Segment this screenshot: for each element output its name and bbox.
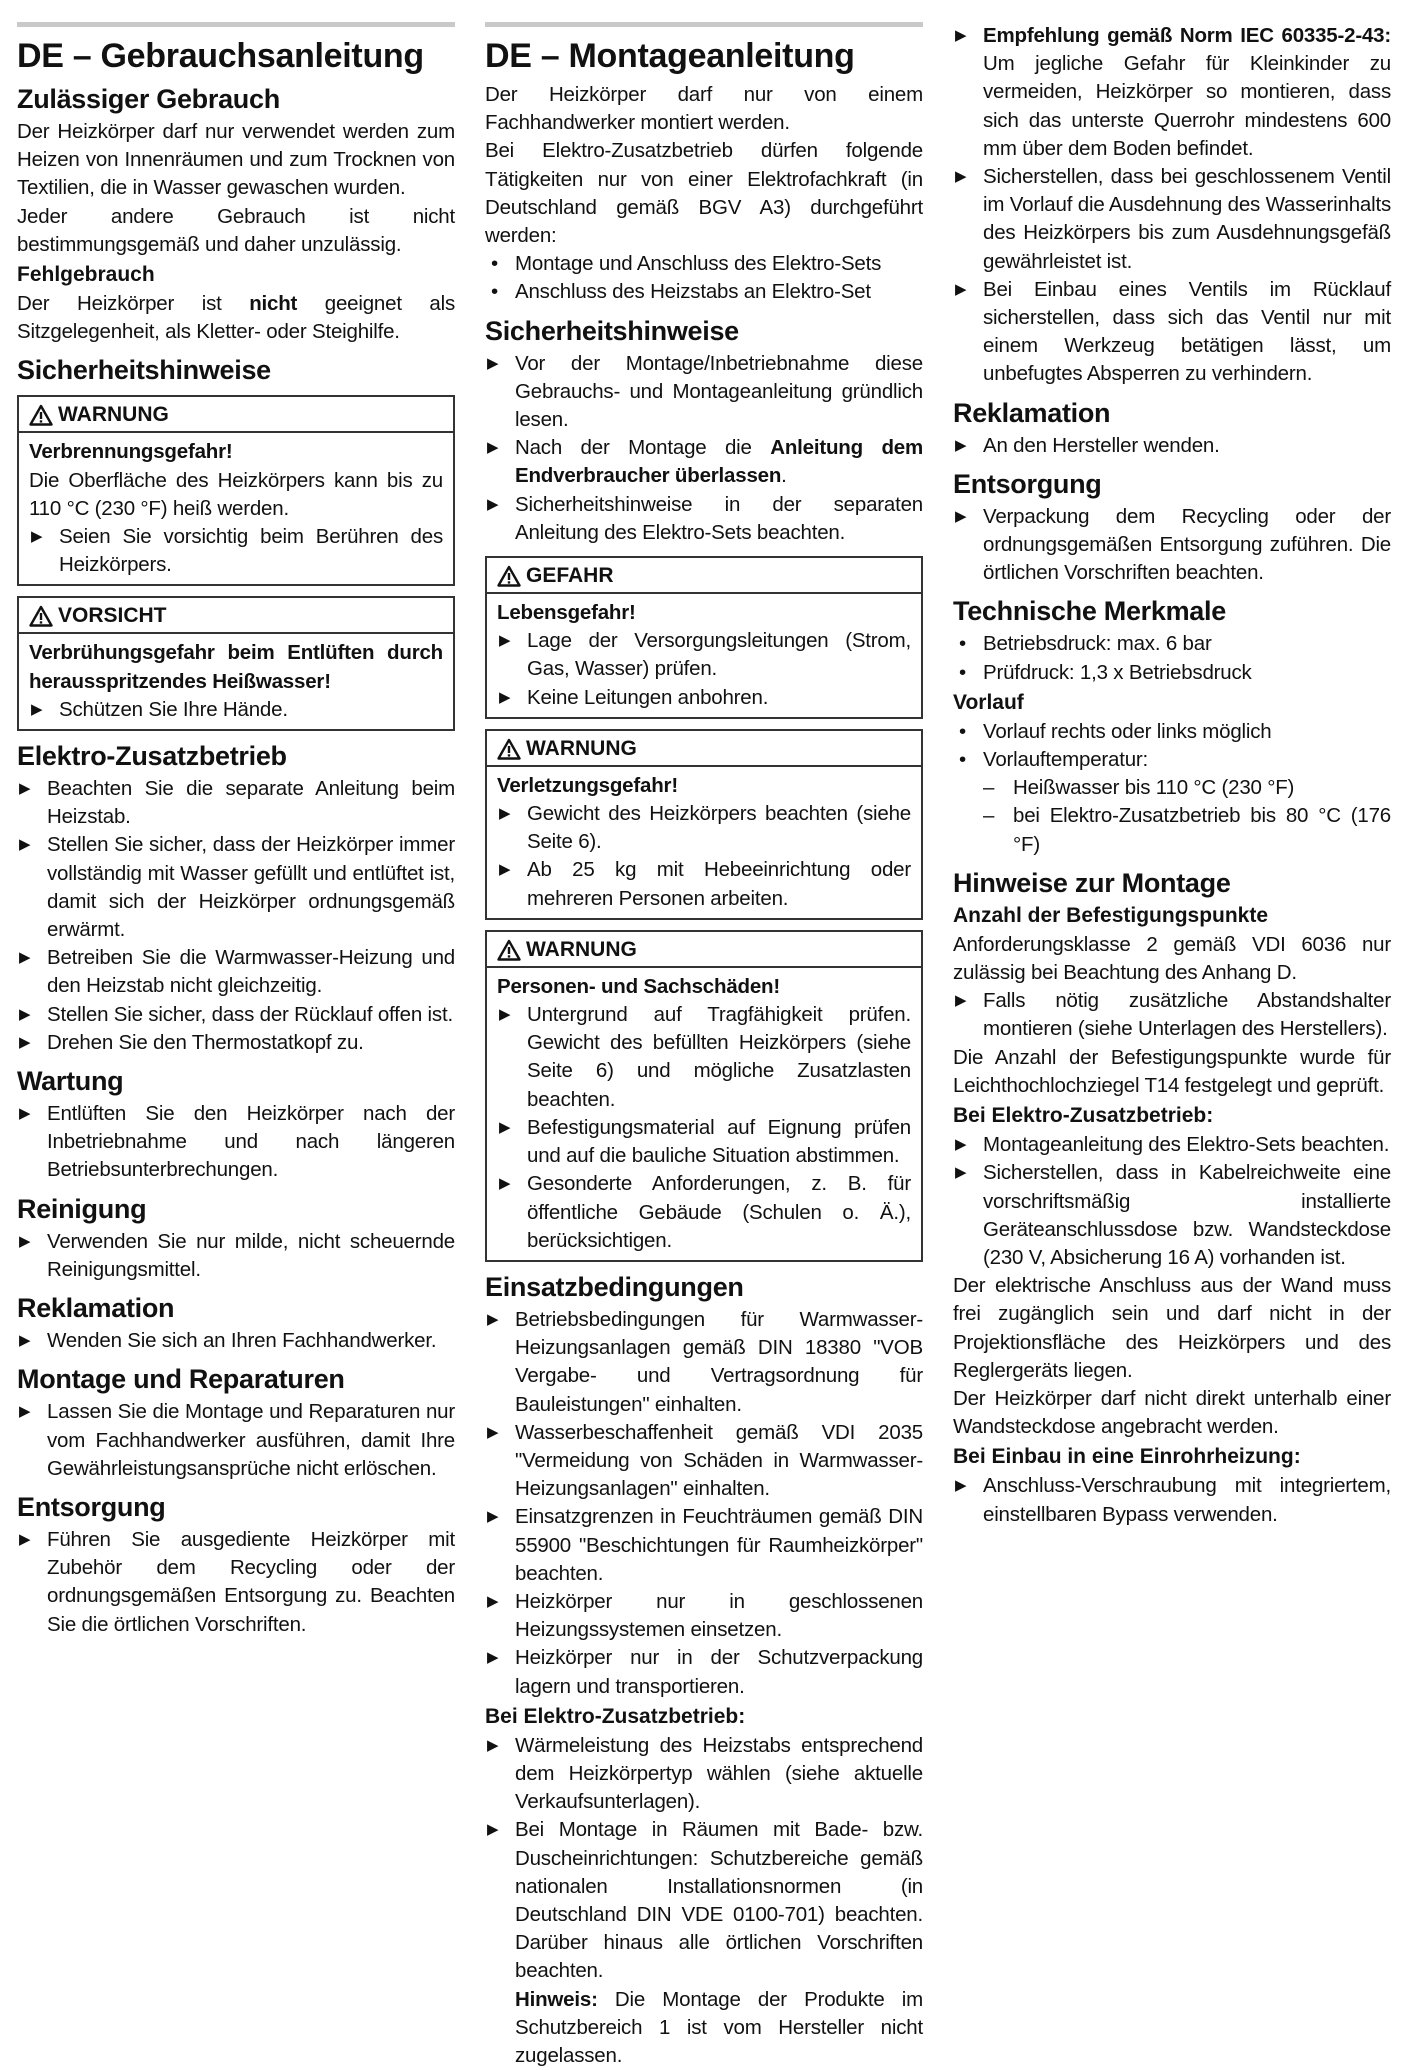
heading-safety: Sicherheitshinweise bbox=[17, 355, 271, 386]
column-usage bbox=[17, 22, 455, 1639]
heading-electric-sub: Bei Elektro-Zusatzbetrieb: bbox=[953, 1104, 1214, 1128]
list-item: ▶ Heizkörper nur in der Schutzverpackung lagern und transportieren. bbox=[485, 1644, 923, 1700]
heading-flow: Vorlauf bbox=[953, 690, 1024, 714]
list-item: ▶ Seien Sie vorsichtig beim Berühren des Heizkörpers. bbox=[29, 523, 443, 579]
list-item: ▶ Wenden Sie sich an Ihren Fachhandwerker. bbox=[17, 1327, 455, 1355]
list-item: ▶ Keine Leitungen anbohren. bbox=[497, 684, 911, 712]
list-item: ▶ Betreiben Sie die Warmwasser-Heizung und den Heizstab nicht gleichzeitig. bbox=[17, 944, 455, 1000]
heading-electric-sub: Bei Elektro-Zusatzbetrieb: bbox=[485, 1704, 746, 1728]
heading-misuse: Fehlgebrauch bbox=[17, 263, 155, 287]
list-item: ▶ Stellen Sie sicher, dass der Rücklauf offen ist. bbox=[17, 1001, 455, 1029]
warning-triangle-icon bbox=[497, 939, 521, 961]
list-item: ▶ Stellen Sie sicher, dass der Heizkörper immer vollständig mit Wasser gefüllt und entlüftet ist, damit sich der Heizkörper ordnungsgemäß erwärmt. bbox=[17, 831, 455, 944]
fixing-points-text: Die Anzahl der Befestigungspunkte wurde für Leichthochlochziegel T14 festgelegt und geprüft. bbox=[953, 1045, 1391, 1097]
danger-box-header: GEFAHR bbox=[487, 558, 921, 594]
list-item: ▶ Drehen Sie den Thermostatkopf zu. bbox=[17, 1029, 455, 1057]
heading-permitted-use: Zulässiger Gebrauch bbox=[17, 84, 280, 114]
list-item: • Prüfdruck: 1,3 x Betriebsdruck bbox=[953, 659, 1391, 687]
heading-tech: Technische Merkmale bbox=[953, 596, 1226, 627]
installation-title: DE – Montageanleitung bbox=[485, 37, 855, 75]
list-item: – bei Elektro-Zusatzbetrieb bis 80 °C (176 °F) bbox=[953, 802, 1391, 858]
column-divider bbox=[485, 22, 923, 27]
list-item: ▶ Schützen Sie Ihre Hände. bbox=[29, 696, 443, 724]
list-item: ▶ Sicherstellen, dass in Kabelreichweite eine vorschriftsmäßig installierte Geräteanschlussdose bzw. Wandsteckdose (230 V, Absicherung 16 A) vorhanden ist. bbox=[953, 1159, 1391, 1272]
list-item: ▶ Beachten Sie die separate Anleitung beim Heizstab. bbox=[17, 775, 455, 831]
permitted-use-text: Der Heizkörper darf nur verwendet werden zum Heizen von Innenräumen und zum Trocknen von Textilien, die in Wasser gewaschen wurden. bbox=[17, 120, 455, 200]
warning-box-burn bbox=[17, 395, 455, 586]
list-item: ▶ Entlüften Sie den Heizkörper nach der Inbetriebnahme und nach längeren Betriebsunterbrechungen. bbox=[17, 1100, 455, 1185]
heading-conditions: Einsatzbedingungen bbox=[485, 1271, 744, 1302]
warning-text: Die Oberfläche des Heizkörpers kann bis zu 110 °C (230 °F) heiß werden. bbox=[29, 468, 443, 520]
list-item: ▶ Anschluss-Verschraubung mit integriertem, einstellbaren Bypass verwenden. bbox=[953, 1472, 1391, 1528]
list-item: ▶ Falls nötig zusätzliche Abstandshalter montieren (siehe Unterlagen des Herstellers). bbox=[953, 987, 1391, 1043]
heading-disposal: Entsorgung bbox=[17, 1491, 166, 1522]
socket-text: Der Heizkörper darf nicht direkt unterhalb einer Wandsteckdose angebracht werden. bbox=[953, 1386, 1391, 1439]
warning-triangle-icon bbox=[29, 404, 53, 426]
heading-fixing-points: Anzahl der Befestigungspunkte bbox=[953, 903, 1269, 927]
warning-box-header: WARNUNG bbox=[487, 932, 921, 968]
warning-box-damage bbox=[485, 930, 923, 1262]
heading-complaint: Reklamation bbox=[953, 397, 1111, 428]
list-item: ▶ Empfehlung gemäß Norm IEC 60335-2-43: Um jegliche Gefahr für Kleinkinder zu vermeiden, Heizkörper so montieren, dass sich das unterste Querrohr mindestens 600 mm über dem Boden befindet. bbox=[953, 22, 1391, 163]
caution-box-header: VORSICHT bbox=[19, 598, 453, 634]
list-item: ▶ Verwenden Sie nur milde, nicht scheuernde Reinigungsmittel. bbox=[17, 1228, 455, 1284]
list-item: ▶ Bei Montage in Räumen mit Bade- bzw. Duscheinrichtungen: Schutzbereiche gemäß nationalen Installationsnormen (in Deutschland DIN VDE 0100-701) beachten. Darüber hinaus alle örtlichen Vorschriften beachten. Hinweis: Die Montage der Produkte im Schutzbereich 1 ist vom Hersteller nicht zugelassen. bbox=[485, 1816, 923, 2070]
list-item: ▶ Sicherheitshinweise in der separaten Anleitung des Elektro-Sets beachten. bbox=[485, 491, 923, 547]
list-item: ▶ An den Hersteller wenden. bbox=[953, 432, 1391, 460]
warning-box-injury bbox=[485, 729, 923, 920]
heading-cleaning: Reinigung bbox=[17, 1193, 147, 1224]
list-item: • Betriebsdruck: max. 6 bar bbox=[953, 630, 1391, 658]
caution-title: Verbrühungsgefahr beim Entlüften durch herausspritzendes Heißwasser! bbox=[29, 641, 443, 693]
heading-safety: Sicherheitshinweise bbox=[485, 315, 739, 346]
list-item: ▶ Lassen Sie die Montage und Reparaturen nur vom Fachhandwerker ausführen, damit Ihre Gewährleistungsansprüche nicht erlöschen. bbox=[17, 1398, 455, 1483]
warning-title: Personen- und Sachschäden! bbox=[497, 974, 781, 998]
list-item: ▶ Untergrund auf Tragfähigkeit prüfen. Gewicht des befüllten Heizkörpers (siehe Seite 6) und mögliche Zusatzlasten beachten. bbox=[497, 1001, 911, 1114]
list-item: ▶ Verpackung dem Recycling oder der ordnungsgemäßen Entsorgung zuführen. Die örtlichen Vorschriften beachten. bbox=[953, 503, 1391, 588]
list-item: • Anschluss des Heizstabs an Elektro-Set bbox=[485, 278, 923, 306]
list-item: ▶ Einsatzgrenzen in Feuchträumen gemäß DIN 55900 "Beschichtungen für Raumheizkörper" beachten. bbox=[485, 1503, 923, 1588]
list-item: ▶ Lage der Versorgungsleitungen (Strom, Gas, Wasser) prüfen. bbox=[497, 627, 911, 683]
list-item: • Vorlauftemperatur: bbox=[953, 746, 1391, 774]
heading-electric: Elektro-Zusatzbetrieb bbox=[17, 741, 287, 772]
requirement-text: Anforderungsklasse 2 gemäß VDI 6036 nur zulässig bei Beachtung des Anhang D. bbox=[953, 932, 1391, 985]
column-divider bbox=[17, 22, 455, 27]
list-item: ▶ Betriebsbedingungen für Warmwasser-Heizungsanlagen gemäß DIN 18380 "VOB Vergabe- und Vertragsordnung für Bauleistungen" einhalten. bbox=[485, 1306, 923, 1419]
list-item: ▶ Befestigungsmaterial auf Eignung prüfen und auf die bauliche Situation abstimmen. bbox=[497, 1114, 911, 1170]
warning-triangle-icon bbox=[29, 605, 53, 627]
connection-text: Der elektrische Anschluss aus der Wand muss frei zugänglich sein und darf nicht in der Projektionsfläche des Heizkörpers und des Reglergeräts liegen. bbox=[953, 1274, 1391, 1382]
warning-box-header: WARNUNG bbox=[487, 731, 921, 767]
electrician-text: Bei Elektro-Zusatzbetrieb dürfen folgende Tätigkeiten nur von einer Elektrofachkraft (in Deutschland gemäß BGV A3) durchgeführt werden: bbox=[485, 139, 923, 248]
list-item: ▶ Bei Einbau eines Ventils im Rücklauf sicherstellen, dass sich das Ventil nur mit einem Werkzeug betätigen lässt, um unbefugtes Absperren zu verhindern. bbox=[953, 276, 1391, 389]
warning-title: Verletzungsgefahr! bbox=[497, 773, 678, 797]
warning-triangle-icon bbox=[497, 738, 521, 760]
list-item: ▶ Montageanleitung des Elektro-Sets beachten. bbox=[953, 1131, 1391, 1159]
list-item: ▶ Wärmeleistung des Heizstabs entsprechend dem Heizkörpertyp wählen (siehe aktuelle Verkaufsunterlagen). bbox=[485, 1732, 923, 1817]
heading-disposal: Entsorgung bbox=[953, 468, 1102, 499]
danger-box bbox=[485, 556, 923, 719]
heading-repair: Montage und Reparaturen bbox=[17, 1364, 345, 1395]
caution-box-scald bbox=[17, 596, 455, 731]
list-item: ▶ Führen Sie ausgediente Heizkörper mit Zubehör dem Recycling oder der ordnungsgemäßen Entsorgung zu. Beachten Sie die örtlichen Vorschriften. bbox=[17, 1526, 455, 1639]
list-item: • Vorlauf rechts oder links möglich bbox=[953, 718, 1391, 746]
list-item: ▶ Nach der Montage die Anleitung dem Endverbraucher überlassen. bbox=[485, 434, 923, 490]
list-item: • Montage und Anschluss des Elektro-Sets bbox=[485, 250, 923, 278]
installer-text: Der Heizkörper darf nur von einem Fachhandwerker montiert werden. bbox=[485, 83, 923, 135]
list-item: ▶ Sicherstellen, dass bei geschlossenem Ventil im Vorlauf die Ausdehnung des Wasserinhalts des Heizkörpers bis zum Ausdehnungsgefäß gewährleistet ist. bbox=[953, 163, 1391, 276]
column-installation-cont bbox=[953, 22, 1391, 1529]
warning-box-header: WARNUNG bbox=[19, 397, 453, 433]
danger-title: Lebensgefahr! bbox=[497, 601, 636, 625]
heading-complaint: Reklamation bbox=[17, 1293, 175, 1324]
list-item: ▶ Wasserbeschaffenheit gemäß VDI 2035 "Vermeidung von Schäden in Warmwasser-Heizungsanlagen" einhalten. bbox=[485, 1419, 923, 1504]
heading-maintenance: Wartung bbox=[17, 1066, 124, 1097]
heading-mounting: Hinweise zur Montage bbox=[953, 867, 1231, 898]
warning-title: Verbrennungsgefahr! bbox=[29, 440, 233, 464]
heading-single-pipe: Bei Einbau in eine Einrohrheizung: bbox=[953, 1445, 1301, 1469]
misuse-text: Der Heizkörper ist nicht geeignet als Sitzgelegenheit, als Kletter- oder Steighilfe. bbox=[17, 292, 456, 344]
column-installation bbox=[485, 22, 923, 2070]
list-item: ▶ Heizkörper nur in geschlossenen Heizungssystemen einsetzen. bbox=[485, 1588, 923, 1644]
list-item: ▶ Gesonderte Anforderungen, z. B. für öffentliche Gebäude (Schulen o. Ä.), berücksichtigen. bbox=[497, 1170, 911, 1255]
list-item: ▶ Vor der Montage/Inbetriebnahme diese Gebrauchs- und Montageanleitung gründlich lesen. bbox=[485, 350, 923, 435]
other-use-text: Jeder andere Gebrauch ist nicht bestimmungsgemäß und daher unzulässig. bbox=[17, 204, 455, 256]
usage-title: DE – Gebrauchsanleitung bbox=[17, 37, 424, 75]
list-item: – Heißwasser bis 110 °C (230 °F) bbox=[953, 774, 1391, 802]
list-item: ▶ Gewicht des Heizkörpers beachten (siehe Seite 6). bbox=[497, 800, 911, 856]
list-item: ▶ Ab 25 kg mit Hebeeinrichtung oder mehreren Personen arbeiten. bbox=[497, 856, 911, 912]
warning-triangle-icon bbox=[497, 565, 521, 587]
